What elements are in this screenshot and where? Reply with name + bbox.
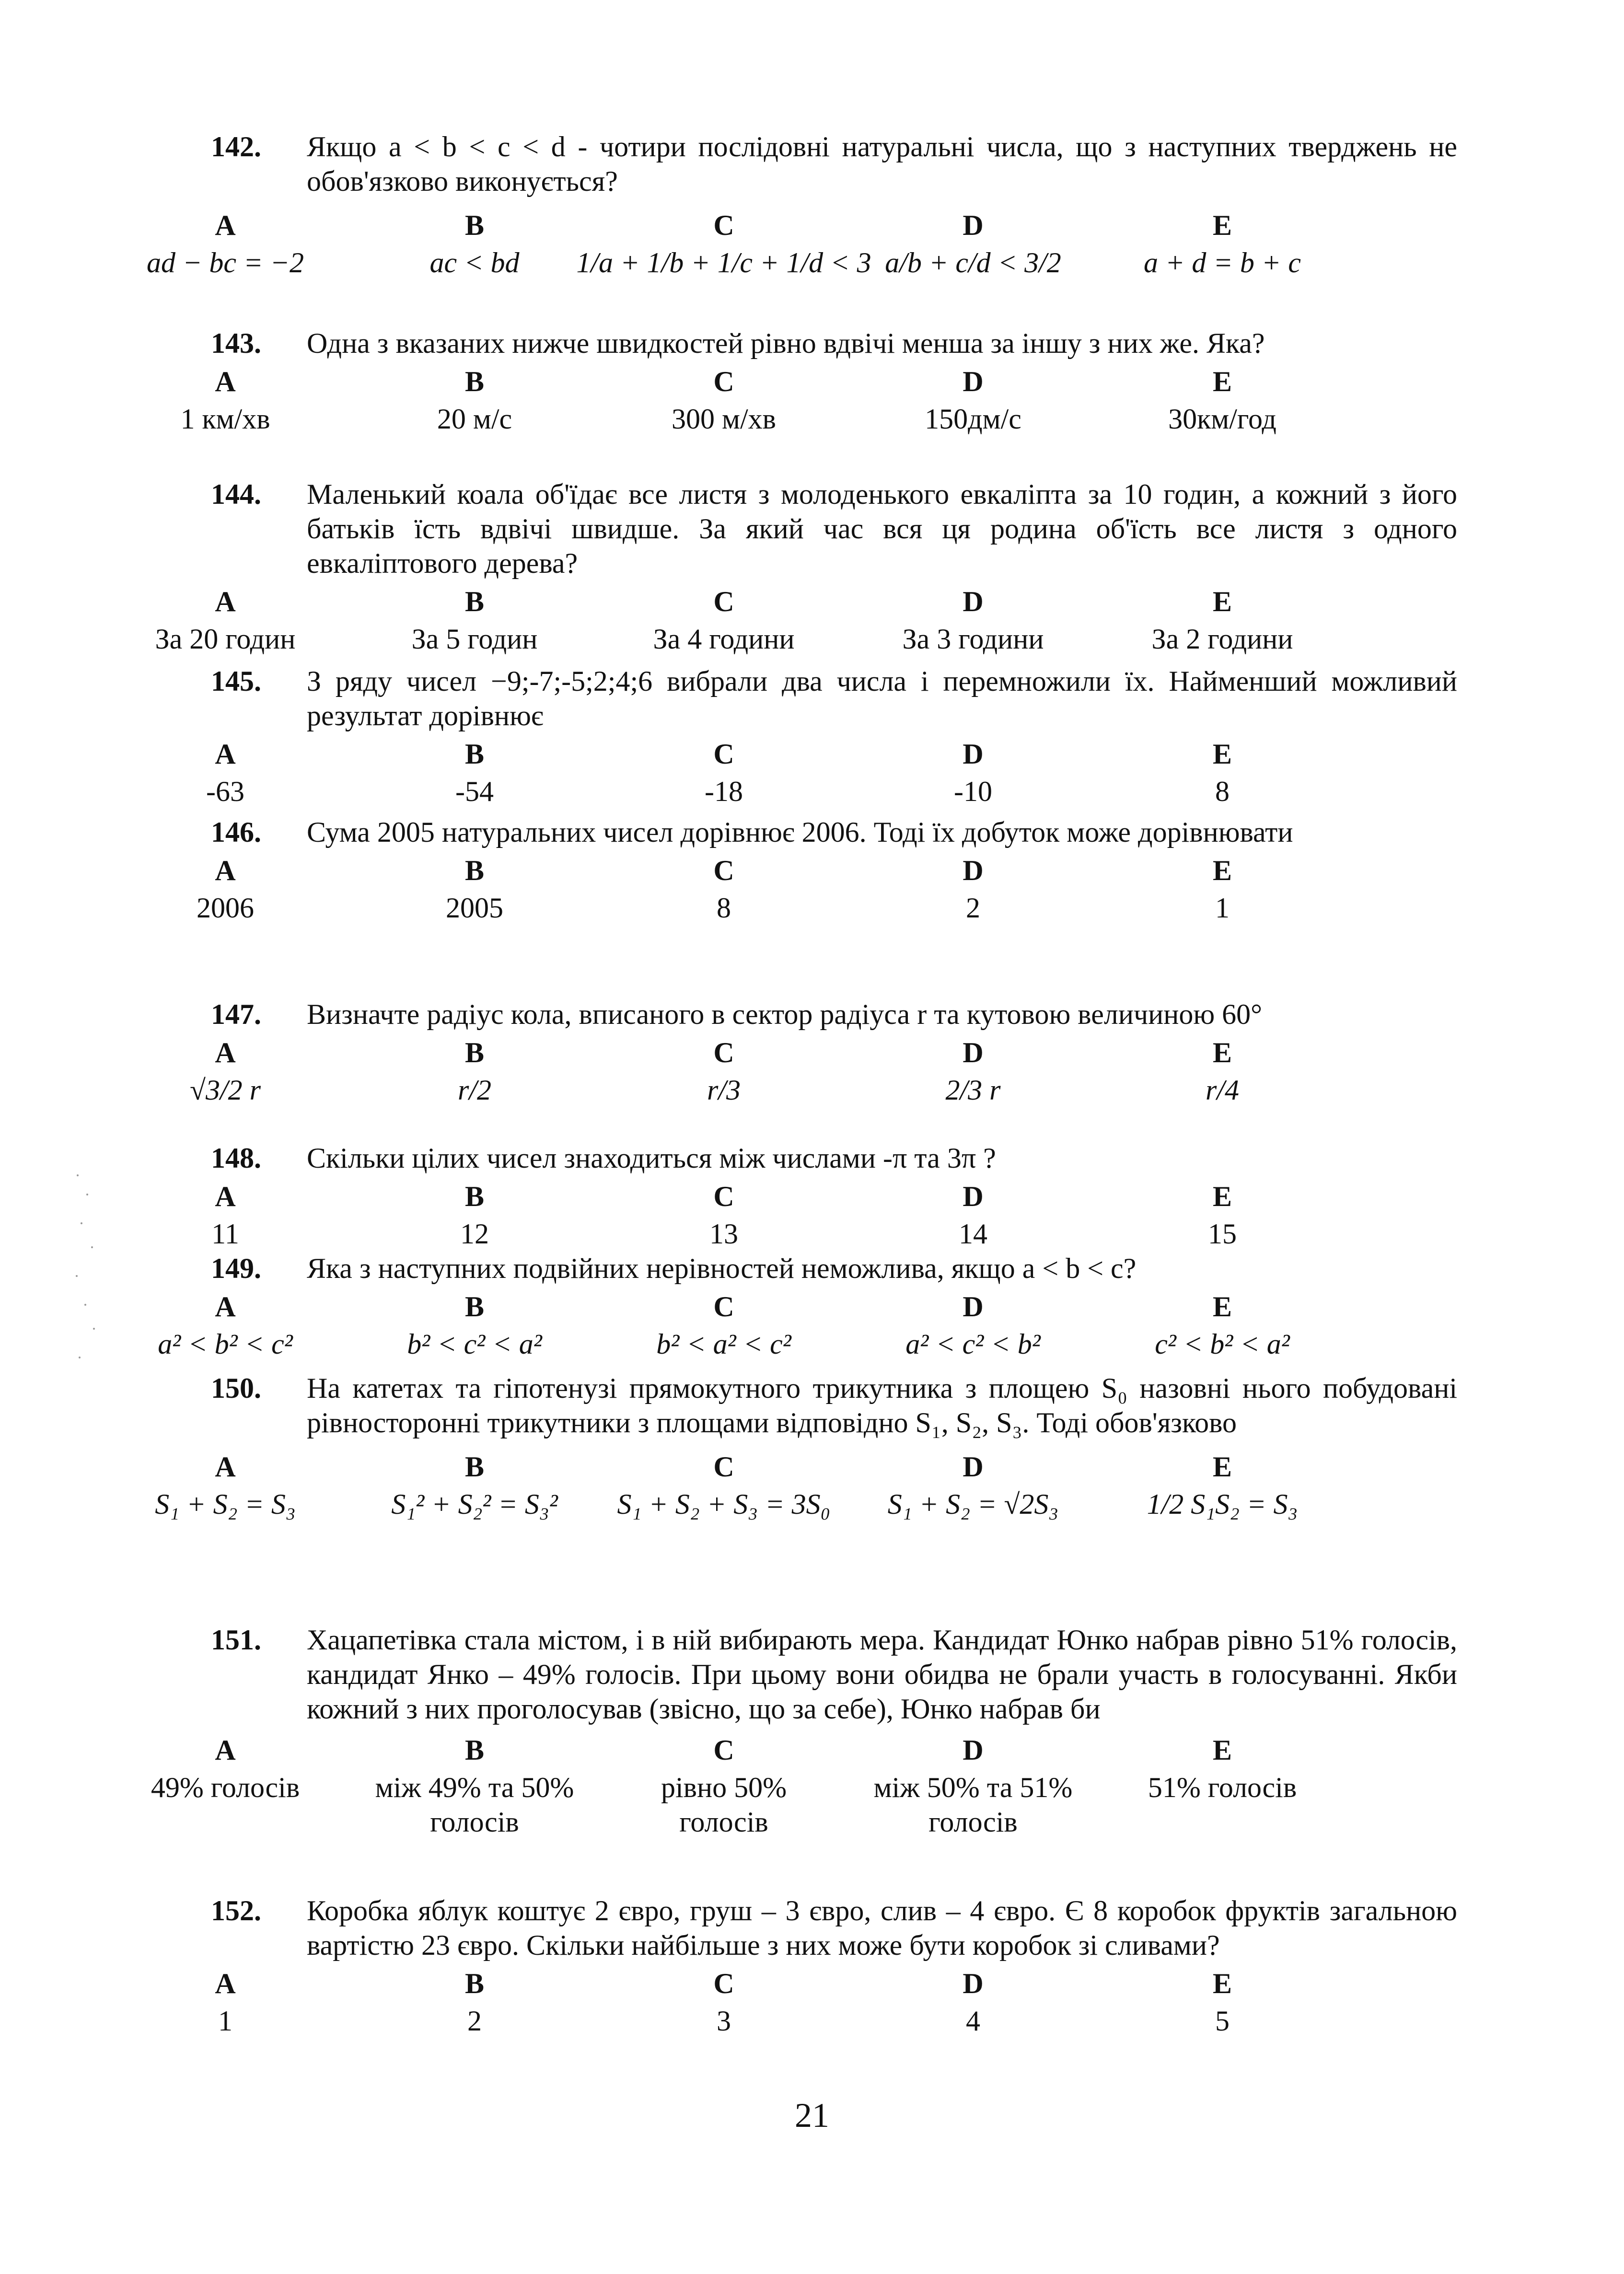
problem-149 (158, 1251, 1457, 1361)
scan-speckles (72, 1165, 101, 1385)
option-letter: B (464, 1181, 485, 1212)
option-letter: D (963, 586, 984, 617)
option-letter: A (215, 366, 236, 397)
problem-number: 150. (211, 1372, 261, 1404)
option-value: 2 (966, 892, 980, 924)
option-value: ac < bd (429, 247, 520, 278)
option-value: S₁² + S₂² = S₃² (391, 1488, 558, 1520)
problem-number: 148. (211, 1142, 261, 1174)
option-letter: B (464, 1451, 485, 1483)
option-letter: D (963, 738, 984, 770)
option-value: між 50% та 51% голосів (873, 1772, 1073, 1838)
problem-text: Яка з наступних подвійних нерівностей неможлива, якщо a < b < c? (307, 1253, 1137, 1284)
option-value: S₁ + S₂ = √2S₃ (887, 1488, 1059, 1520)
option-letter: E (1212, 1968, 1232, 1999)
option-value: 1 км/хв (180, 403, 270, 435)
option-value: За 3 години (902, 623, 1044, 655)
problem-number: 143. (211, 327, 261, 359)
option-letter: D (963, 1181, 984, 1212)
option-value: ad − bc = −2 (146, 247, 304, 278)
option-letter: A (215, 1968, 236, 1999)
problem-text: Визначте радіус кола, вписаного в сектор радіуса r та кутовою величиною 60° (307, 998, 1263, 1030)
option-value: 1/2 S₁S₂ = S₃ (1147, 1488, 1298, 1520)
option-letter: E (1212, 738, 1232, 770)
option-value: 51% голосів (1148, 1772, 1297, 1803)
problem-152 (211, 1893, 1457, 2038)
option-value: a/b + c/d < 3/2 (885, 247, 1061, 278)
option-value: 13 (709, 1218, 738, 1250)
option-letter: B (464, 1968, 485, 1999)
option-letter: B (464, 1734, 485, 1766)
option-letter: B (464, 586, 485, 617)
option-letter: C (713, 1734, 734, 1766)
option-letter: E (1212, 586, 1232, 617)
option-letter: C (713, 1968, 734, 1999)
option-value: 11 (211, 1218, 239, 1250)
option-letter: A (215, 1291, 236, 1323)
option-letter: C (713, 586, 734, 617)
option-letter: A (215, 1451, 236, 1483)
option-value: 8 (1215, 776, 1230, 807)
option-letter: D (963, 1968, 984, 1999)
problem-text: Маленький коала об'їдає все листя з молоденького евкаліпта за 10 годин, а кожний з його батьків їсть вдвічі швидше. За який час вся ця родина об'їсть все листя з одного евкаліптового дерева? (307, 478, 1457, 579)
option-value: a² < b² < c² (158, 1328, 293, 1360)
option-letter: E (1212, 1734, 1232, 1766)
option-letter: C (713, 1291, 734, 1323)
option-value: r/2 (457, 1074, 492, 1106)
option-letter: B (464, 738, 485, 770)
option-value: r/4 (1205, 1074, 1240, 1106)
option-value: 5 (1215, 2005, 1230, 2037)
problem-text: Хацапетівка стала містом, і в ній вибирають мера. Кандидат Юнко набрав рівно 51% голосів, кандидат Янко – 49% голосів. При цьому вони обидва не брали участь в голосуванні. Якби кожний з них проголосував (звісно, що за себе), Юнко набрав би (307, 1624, 1457, 1725)
option-letter: B (464, 855, 485, 886)
option-letter: B (464, 366, 485, 397)
option-value: 8 (717, 892, 731, 924)
problem-text: Скільки цілих чисел знаходиться між числами -π та 3π ? (307, 1142, 996, 1174)
option-value: рівно 50% голосів (661, 1772, 787, 1838)
option-value: 150дм/с (925, 403, 1021, 435)
option-value: 30км/год (1168, 403, 1276, 435)
problem-text: З ряду чисел −9;-7;-5;2;4;6 вибрали два числа і перемножили їх. Найменший можливий результат дорівнює (307, 665, 1457, 731)
option-value: 1 (1215, 892, 1230, 924)
option-letter: A (215, 209, 236, 241)
problem-number: 151. (211, 1624, 261, 1656)
option-letter: E (1212, 855, 1232, 886)
problem-text: Сума 2005 натуральних чисел дорівнює 2006. Тоді їх добуток може дорівнювати (307, 816, 1293, 848)
option-value: між 49% та 50% голосів (375, 1772, 574, 1838)
option-letter: E (1212, 1291, 1232, 1323)
problem-150 (155, 1371, 1457, 1521)
option-letter: D (963, 209, 984, 241)
option-value: 20 м/с (437, 403, 512, 435)
option-value: 2005 (446, 892, 503, 924)
option-letter: D (963, 1037, 984, 1068)
option-value: -10 (954, 776, 992, 807)
page-number: 21 (795, 2096, 829, 2135)
option-letter: E (1212, 209, 1232, 241)
option-letter: D (963, 1291, 984, 1323)
option-letter: D (963, 855, 984, 886)
option-value: a + d = b + c (1143, 247, 1301, 278)
option-value: 49% голосів (151, 1772, 300, 1803)
option-letter: C (713, 1181, 734, 1212)
option-letter: B (464, 1037, 485, 1068)
problem-142 (146, 129, 1457, 280)
problem-number: 147. (211, 998, 261, 1030)
option-value: 3 (717, 2005, 731, 2037)
option-value: -63 (206, 776, 244, 807)
option-value: За 20 годин (155, 623, 296, 655)
option-letter: C (713, 1037, 734, 1068)
option-letter: A (215, 586, 236, 617)
problem-text: На катетах та гіпотенузі прямокутного трикутника з площею S₀ назовні нього побудовані рівносторонні трикутники з площами відповідно S₁, S₂, S₃. Тоді обов'язково (307, 1372, 1457, 1439)
option-letter: E (1212, 366, 1232, 397)
problem-143 (180, 326, 1457, 436)
option-value: 12 (460, 1218, 489, 1250)
problem-148 (211, 1141, 1457, 1251)
option-value: b² < c² < a² (407, 1328, 542, 1360)
option-value: За 5 годин (411, 623, 538, 655)
option-letter: A (215, 738, 236, 770)
option-letter: B (464, 1291, 485, 1323)
problem-number: 142. (211, 131, 261, 162)
problem-number: 145. (211, 665, 261, 697)
option-value: -54 (455, 776, 494, 807)
option-letter: A (215, 855, 236, 886)
option-value: 14 (959, 1218, 987, 1250)
option-value: S₁ + S₂ + S₃ = 3S₀ (617, 1488, 831, 1520)
problem-144 (155, 477, 1457, 656)
option-value: 15 (1208, 1218, 1237, 1250)
option-value: S₁ + S₂ = S₃ (155, 1488, 296, 1520)
problem-146 (197, 815, 1457, 925)
problem-number: 146. (211, 816, 261, 848)
option-value: 1 (218, 2005, 232, 2037)
option-letter: C (713, 855, 734, 886)
option-letter: C (713, 1451, 734, 1483)
option-letter: C (713, 366, 734, 397)
option-letter: A (215, 1037, 236, 1068)
problem-number: 152. (211, 1895, 261, 1926)
option-letter: E (1212, 1451, 1232, 1483)
option-value: 2 (467, 2005, 482, 2037)
problem-text: Одна з вказаних нижче швидкостей рівно вдвічі менша за іншу з них же. Яка? (307, 327, 1265, 359)
option-letter: E (1212, 1037, 1232, 1068)
problem-text: Коробка яблук коштує 2 євро, груш – 3 євро, слив – 4 євро. Є 8 коробок фруктів загальною вартістю 23 євро. Скільки найбільше з них може бути коробок зі сливами? (307, 1895, 1457, 1961)
option-letter: A (215, 1181, 236, 1212)
option-letter: A (215, 1734, 236, 1766)
problem-text: Якщо a < b < c < d - чотири послідовні натуральні числа, що з наступних тверджень не обов'язково виконується? (307, 131, 1457, 197)
option-letter: E (1212, 1181, 1232, 1212)
option-value: √3/2 r (190, 1074, 261, 1106)
option-letter: D (963, 1451, 984, 1483)
problem-number: 149. (211, 1253, 261, 1284)
option-value: 2006 (197, 892, 254, 924)
option-value: 300 м/хв (672, 403, 776, 435)
option-value: 1/a + 1/b + 1/c + 1/d < 3 (576, 247, 871, 278)
problem-151 (151, 1623, 1457, 1839)
option-letter: B (464, 209, 485, 241)
option-letter: D (963, 366, 984, 397)
option-letter: D (963, 1734, 984, 1766)
option-value: a² < c² < b² (905, 1328, 1041, 1360)
option-value: -18 (705, 776, 743, 807)
option-value: За 2 години (1151, 623, 1293, 655)
option-value: r/3 (707, 1074, 741, 1106)
problem-147 (190, 997, 1457, 1107)
option-value: 4 (966, 2005, 980, 2037)
option-letter: C (713, 738, 734, 770)
option-value: За 4 години (653, 623, 795, 655)
option-letter: C (713, 209, 734, 241)
problem-145 (206, 664, 1457, 809)
option-value: c² < b² < a² (1155, 1328, 1290, 1360)
problem-number: 144. (211, 478, 261, 510)
option-value: b² < a² < c² (656, 1328, 791, 1360)
option-value: 2/3 r (945, 1074, 1001, 1106)
